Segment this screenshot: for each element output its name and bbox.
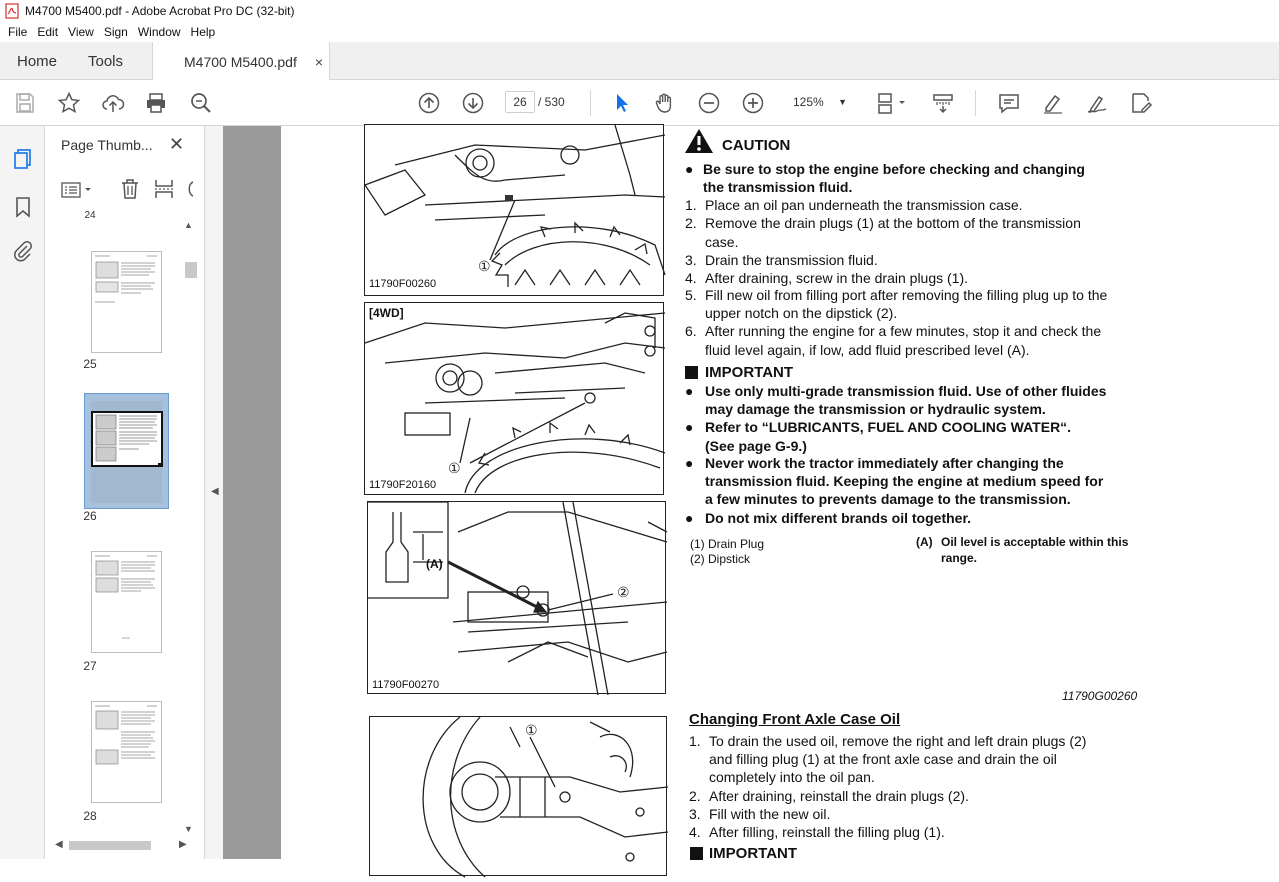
step-line [689,732,1086,750]
thumbnail-page-27[interactable] [91,551,162,653]
navigation-rail [0,126,45,859]
step-text: Drain the transmission fluid. [705,252,878,268]
legend-item: (2) Dipstick [690,552,751,566]
previous-page-icon[interactable] [416,90,442,116]
important-square-icon [690,847,703,860]
step-line [685,196,1023,214]
draw-sign-icon[interactable] [1084,90,1110,116]
menu-file[interactable]: File [8,25,28,39]
scroll-down-icon[interactable]: ▼ [184,824,193,834]
important-line [685,509,971,527]
step-line [689,768,875,786]
important-line [685,437,807,455]
menu-sign[interactable]: Sign [103,25,128,39]
step-text: Place an oil pan underneath the transmission case. [705,197,1023,213]
important-line [685,400,1046,418]
step-number: 6. [685,323,697,339]
scroll-left-icon[interactable]: ◀ [55,839,63,850]
step-text: completely into the oil pan. [709,769,875,785]
bullet: ● [685,510,694,526]
legend-item: (1) Drain Plug [690,537,765,551]
figure-label: 11790F20160 [369,479,437,491]
callout-1: ① [448,460,461,476]
important-text: a few minutes to prevents damage to the transmission. [705,491,1071,507]
step-text: case. [705,234,739,250]
menu-edit[interactable]: Edit [37,25,59,39]
important-text: may damage the transmission or hydraulic system. [705,401,1046,417]
bullet: ● [685,455,694,471]
thumbnail-page-number: 27 [83,659,97,673]
figure-label: 11790F00270 [372,679,440,691]
panel-toolbar [45,174,195,206]
section-title: Changing Front Axle Case Oil [689,711,901,728]
thumbnail-horizontal-scrollbar[interactable] [55,838,195,852]
thumbnail-page-26-selected[interactable] [84,393,169,509]
chevron-down-icon: ▼ [838,97,847,107]
figure-transmission-drain [364,124,664,296]
legend-item: Oil level is acceptable within this [941,535,1129,549]
rotate-page-icon[interactable] [185,178,195,205]
page-total: / 530 [538,95,565,109]
thumbnail-page-number: 28 [83,809,97,823]
step-line [685,322,1101,340]
step-line [685,233,738,251]
tab-tools[interactable]: Tools [88,52,124,70]
zoom-search-icon[interactable] [188,90,214,116]
important-line [685,454,1064,472]
close-panel-icon[interactable]: ✕ [169,134,185,154]
figure-tag: (A) [426,557,443,571]
select-cursor-icon[interactable] [608,90,634,116]
title-bar [0,0,1279,22]
zoom-in-icon[interactable] [740,90,766,116]
collapse-left-icon[interactable]: ◀ [211,486,219,497]
bookmark-star-icon[interactable] [56,90,82,116]
step-line [689,805,830,823]
thumb-partial-label: 24 [84,210,96,221]
important-line [685,472,1103,490]
caution-text: Be sure to stop the engine before checking and changing [703,161,1085,177]
step-number: 2. [685,215,697,231]
thumbnail-page-28[interactable] [91,701,162,803]
step-number: 3. [689,806,701,822]
step-text: and filling plug (1) at the front axle case and drain the oil [709,751,1057,767]
tab-home[interactable]: Home [17,52,58,70]
step-line [689,750,1057,768]
caution-icon [684,128,714,159]
toolbar-divider [975,90,976,116]
step-text: To drain the used oil, remove the right and left drain plugs (2) [709,733,1087,749]
pdf-page [281,126,1279,862]
scroll-right-icon[interactable]: ▶ [179,839,187,850]
hand-tool-icon[interactable] [652,90,678,116]
step-number: 4. [689,824,701,840]
menu-bar [0,22,1279,42]
highlight-pen-icon[interactable] [1040,90,1066,116]
figure-label: 11790F00260 [369,278,437,290]
step-line [689,823,945,841]
step-number: 1. [689,733,701,749]
important-text: transmission fluid. Keeping the engine at medium speed for [705,473,1104,489]
panel-title: Page Thumb... [61,137,153,153]
step-text: Fill with the new oil. [709,806,831,822]
attachment-paperclip-icon[interactable] [10,238,36,264]
thumbnails-list [45,210,185,833]
step-text: After running the engine for a few minutes, stop it and check the [705,323,1102,339]
important-line [685,382,1106,400]
step-number: 3. [685,252,697,268]
important-text: (See page G-9.) [705,438,807,454]
close-tab-icon[interactable]: × [314,54,323,70]
important-text: Use only multi-grade transmission fluid. Use of other fluides [705,383,1107,399]
bullet: ● [685,419,694,435]
important-line [685,418,1071,436]
step-line [685,269,968,287]
step-text: Remove the drain plugs (1) at the bottom of the transmission [705,215,1081,231]
page-thumbnails-icon[interactable] [10,146,36,172]
thumbnail-page-25[interactable] [91,251,162,353]
callout-1: ① [525,722,538,738]
toolbar-divider [590,90,591,116]
page-fit-icon[interactable] [874,90,912,116]
step-line [685,304,897,322]
zoom-out-icon[interactable] [696,90,722,116]
step-number: 1. [685,197,697,213]
thumbnail-page-number: 26 [83,509,97,523]
step-line [689,787,969,805]
figure-tag: [4WD] [369,306,404,320]
important-line [685,490,1071,508]
step-line [685,286,1107,304]
important-title: IMPORTANT [705,364,794,381]
step-text: Fill new oil from filling port after removing the filling plug up to the [705,287,1108,303]
zoom-level-dropdown[interactable] [785,91,853,113]
acrobat-logo-icon [5,4,19,18]
important-title: IMPORTANT [709,845,798,862]
important-text: Refer to “LUBRICANTS, FUEL AND COOLING WATER“. [705,419,1072,435]
thumbnail-options-icon[interactable] [61,180,95,205]
thumbnail-vertical-scrollbar[interactable] [182,220,196,840]
step-number: 4. [685,270,697,286]
figure-4wd-drain [364,302,664,495]
comment-icon[interactable] [996,90,1022,116]
step-text: After draining, screw in the drain plugs (1). [705,270,969,286]
scrollbar-thumb[interactable] [69,841,151,850]
step-line [685,341,1030,359]
upload-cloud-icon[interactable] [100,90,126,116]
legend-key: (A) [916,535,933,549]
thumbnail-panel [45,126,205,859]
edit-document-icon[interactable] [1128,90,1154,116]
thumbnail-page-number: 25 [83,357,97,371]
callout-1: ① [478,258,491,274]
callout-2: ② [617,584,630,600]
important-text: Never work the tractor immediately after changing the [705,455,1064,471]
window-title: M4700 M5400.pdf - Adobe Acrobat Pro DC (32-bit) [25,4,295,18]
step-number: 5. [685,287,697,303]
figure-code: 11790G00260 [1062,689,1138,703]
step-line [685,214,1081,232]
legend-item: range. [941,551,978,565]
delete-page-icon[interactable] [119,178,141,205]
important-text: Do not mix different brands oil together. [705,510,972,526]
important-square-icon [685,366,698,379]
scrollbar-thumb[interactable] [185,262,197,278]
step-line [685,251,878,269]
next-page-icon[interactable] [460,90,486,116]
menu-view[interactable]: View [68,25,94,39]
bullet: ● [685,161,694,177]
scrolling-mode-icon[interactable] [930,90,956,116]
zoom-level-value: 125% [793,95,824,109]
step-text: After filling, reinstall the filling plug (1). [709,824,945,840]
step-number: 2. [689,788,701,804]
panel-collapse-strip[interactable] [205,126,223,859]
tab-row [0,42,1279,80]
step-text: fluid level again, if low, add fluid prescribed level (A). [705,342,1030,358]
print-icon[interactable] [143,90,169,116]
menu-window[interactable]: Window [137,25,181,39]
bullet: ● [685,383,694,399]
caution-title: CAUTION [722,137,791,154]
scroll-up-icon[interactable]: ▲ [184,220,193,230]
step-text: upper notch on the dipstick (2). [705,305,898,321]
figure-front-axle [369,716,667,876]
tab-document[interactable] [152,42,330,81]
figure-dipstick [367,501,666,694]
menu-help[interactable]: Help [190,25,216,39]
save-icon[interactable] [12,90,38,116]
document-view[interactable] [223,126,1279,862]
extract-pages-icon[interactable] [153,178,175,205]
page-number-input[interactable]: 26 [505,91,535,113]
caution-text: the transmission fluid. [703,179,853,195]
tab-document-label: M4700 M5400.pdf [184,53,297,70]
step-text: After draining, reinstall the drain plugs (2). [709,788,969,804]
